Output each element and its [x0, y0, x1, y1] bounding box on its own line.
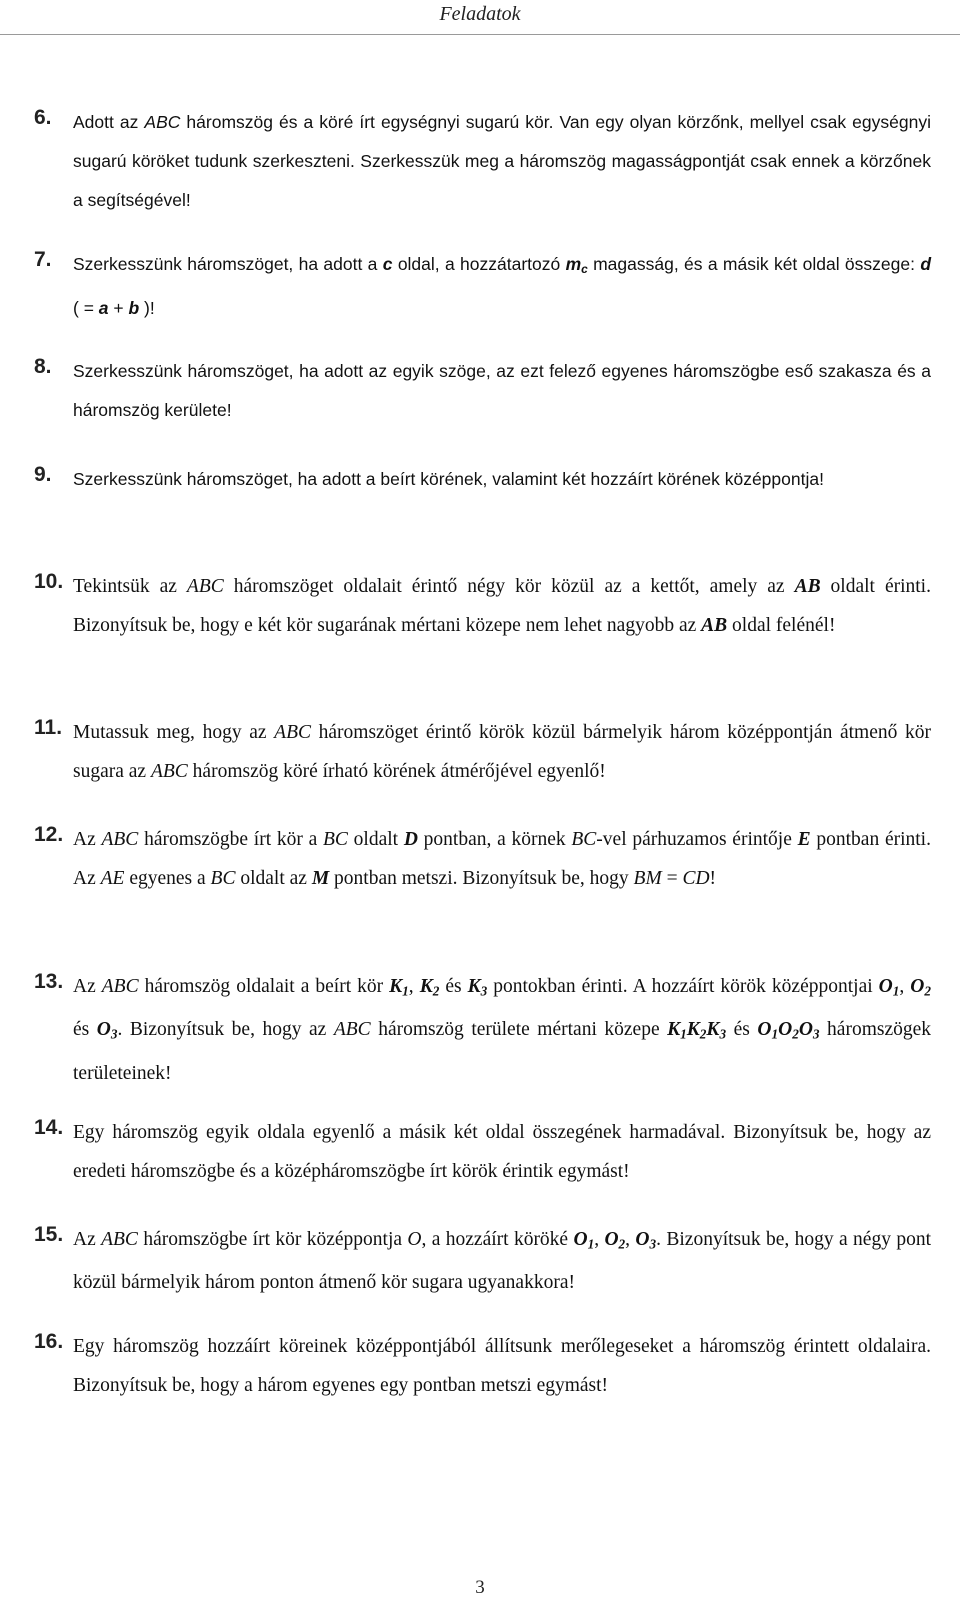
- text-segment: Az: [73, 1229, 102, 1250]
- text-segment: )!: [139, 297, 155, 318]
- text-segment: . Bizonyítsuk be, hogy a négy pont közül bármelyik három ponton átmenő kör sugara ugyanakkora!: [73, 1229, 931, 1294]
- text-segment: K: [467, 976, 481, 997]
- text-segment: c: [382, 254, 393, 274]
- text-segment: 1: [680, 1026, 687, 1042]
- text-segment: K: [389, 976, 403, 997]
- text-segment: ABC: [101, 829, 139, 850]
- text-segment: O: [573, 1229, 588, 1250]
- text-segment: 1: [402, 983, 409, 999]
- problem-number: 11.: [34, 716, 63, 739]
- text-segment: O: [798, 1019, 813, 1041]
- text-segment: O: [635, 1229, 650, 1250]
- problem-text: [73, 245, 931, 328]
- text-segment: háromszög területe mértani közepe: [370, 1019, 668, 1041]
- text-segment: Egy háromszög egyik oldala egyenlő a másik két oldal összegének harmadával. Bizonyítsuk be, hogy az eredeti háromszögbe és a középháromszögbe írt körök érintik egymást!: [73, 1122, 931, 1182]
- problem-number: 10.: [34, 570, 64, 593]
- text-segment: 3: [719, 1026, 727, 1042]
- text-segment: háromszög és a köré írt egységnyi sugarú kör. Van egy olyan körzőnk, mellyel csak egységnyi sugarú köröket tudunk szerkeszteni. Szerkesszük meg a háromszög magasságpontját csak ennek a körzőnek a segítségével!: [73, 112, 931, 210]
- text-segment: AB: [794, 576, 821, 597]
- text-segment: =: [661, 868, 683, 889]
- text-segment: Mutassuk meg, hogy az: [73, 722, 275, 743]
- text-segment: O: [878, 976, 893, 997]
- text-segment: Az: [73, 829, 102, 850]
- text-segment: magasság, és a másik két oldal összege:: [587, 254, 921, 274]
- text-segment: 2: [432, 983, 440, 999]
- header-title: Feladatok: [439, 3, 521, 25]
- text-segment: ABC: [144, 112, 181, 132]
- text-segment: Szerkesszünk háromszöget, ha adott a beírt körének, valamint két hozzáírt körének középpontja!: [73, 469, 824, 489]
- text-segment: Adott az: [73, 112, 145, 132]
- problem-text: [73, 1113, 931, 1191]
- text-segment: oldalt az: [235, 868, 312, 889]
- text-segment: O: [407, 1229, 422, 1250]
- problem-number: 15.: [34, 1223, 64, 1246]
- problem-text: [73, 713, 931, 791]
- text-segment: háromszögbe írt kör középpontja: [137, 1229, 408, 1250]
- text-segment: M: [311, 868, 330, 889]
- text-segment: . Bizonyítsuk be, hogy az: [117, 1019, 334, 1041]
- text-segment: ,: [625, 1229, 636, 1250]
- page-header: [0, 0, 960, 35]
- text-segment: BM: [633, 868, 662, 889]
- text-segment: ABC: [333, 1019, 371, 1041]
- text-segment: 2: [618, 1236, 626, 1252]
- text-segment: háromszög oldalait a beírt kör: [138, 976, 390, 997]
- problem-number: 8.: [34, 355, 52, 378]
- text-segment: háromszöget oldalait érintő négy kör közül az a kettőt, amely az: [223, 576, 795, 597]
- text-segment: O: [96, 1019, 111, 1041]
- text-segment: E: [797, 829, 811, 850]
- text-segment: 1: [771, 1026, 779, 1042]
- text-segment: Szerkesszünk háromszöget, ha adott a: [73, 254, 383, 274]
- text-segment: háromszögek területeinek!: [73, 1019, 932, 1084]
- text-segment: ,: [408, 976, 420, 997]
- text-segment: pontokban érinti. A hozzáírt körök középpontjai: [487, 976, 879, 997]
- problem-number: 13.: [34, 970, 64, 993]
- problem-text: [73, 820, 931, 898]
- text-segment: a: [98, 297, 109, 318]
- text-segment: K: [667, 1019, 681, 1041]
- text-segment: ,: [899, 976, 911, 997]
- problem-text: [73, 1327, 931, 1405]
- text-segment: 3: [812, 1026, 820, 1042]
- text-segment: K: [686, 1019, 700, 1041]
- text-segment: ,: [594, 1229, 605, 1250]
- problem-number: 12.: [34, 823, 64, 846]
- text-segment: oldalt: [347, 829, 404, 850]
- problem-number: 7.: [34, 248, 52, 271]
- problem-text: [73, 103, 931, 220]
- text-segment: BC: [322, 829, 348, 850]
- text-segment: !: [709, 868, 717, 889]
- problem-text: [73, 567, 931, 645]
- text-segment: oldal, a hozzátartozó: [392, 254, 566, 274]
- problem-text: [73, 1220, 931, 1302]
- text-segment: O: [604, 1229, 619, 1250]
- text-segment: b: [128, 297, 140, 318]
- text-segment: BC: [571, 829, 597, 850]
- text-segment: 2: [924, 983, 932, 999]
- text-segment: +: [108, 297, 129, 318]
- text-segment: ABC: [101, 976, 139, 997]
- text-segment: Szerkesszünk háromszöget, ha adott az egyik szöge, az ezt felező egyenes háromszögbe eső szakasza és a háromszög kerülete!: [73, 361, 931, 420]
- problem-text: [73, 460, 931, 499]
- text-segment: m: [565, 254, 582, 274]
- text-segment: Tekintsük az: [73, 576, 187, 597]
- text-segment: 3: [649, 1236, 657, 1252]
- text-segment: AB: [701, 615, 728, 636]
- text-segment: pontban metszi. Bizonyítsuk be, hogy: [329, 868, 634, 889]
- problem-number: 9.: [34, 463, 52, 486]
- text-segment: Egy háromszög hozzáírt köreinek középpontjából állítsunk merőlegeseket a háromszög érintett oldalaira. Bizonyítsuk be, hogy a három egyenes egy pontban metszi egymást!: [73, 1336, 931, 1396]
- text-segment: O: [757, 1019, 772, 1041]
- text-segment: O: [778, 1019, 793, 1041]
- text-segment: ABC: [186, 576, 224, 597]
- text-segment: háromszögbe írt kör a: [138, 829, 323, 850]
- problem-number: 14.: [34, 1116, 64, 1139]
- problem-text: [73, 967, 931, 1093]
- text-segment: 2: [792, 1026, 799, 1042]
- text-segment: D: [403, 829, 418, 850]
- text-segment: ABC: [150, 761, 188, 782]
- text-segment: BC: [210, 868, 236, 889]
- text-segment: c: [581, 261, 588, 276]
- text-segment: 1: [587, 1236, 595, 1252]
- text-segment: pontban érinti. Az: [73, 829, 931, 889]
- text-segment: CD: [682, 868, 710, 889]
- text-segment: 3: [480, 983, 488, 999]
- text-segment: oldalt érinti. Bizonyítsuk be, hogy e két kör sugarának mértani közepe nem lehet nagyobb az: [73, 576, 931, 636]
- text-segment: oldal felénél!: [727, 615, 836, 636]
- text-segment: és: [726, 1019, 758, 1041]
- text-segment: 1: [892, 983, 900, 999]
- problem-number: 16.: [34, 1330, 64, 1353]
- problem-text: [73, 352, 931, 430]
- text-segment: pontban, a körnek: [417, 829, 572, 850]
- problem-number: 6.: [34, 106, 52, 129]
- text-segment: , a hozzáírt köröké: [421, 1229, 574, 1250]
- text-segment: 2: [699, 1026, 707, 1042]
- page-number: 3: [475, 1577, 485, 1598]
- text-segment: Az: [73, 976, 102, 997]
- text-segment: egyenes a: [124, 868, 211, 889]
- text-segment: K: [706, 1019, 720, 1041]
- text-segment: -vel párhuzamos érintője: [596, 829, 798, 850]
- text-segment: háromszög köré írható körének átmérőjével egyenlő!: [187, 761, 606, 782]
- text-segment: ABC: [274, 722, 311, 743]
- text-segment: ( =: [73, 297, 99, 318]
- text-segment: d: [920, 254, 932, 274]
- text-segment: K: [419, 976, 433, 997]
- text-segment: O: [910, 976, 925, 997]
- text-segment: és: [439, 976, 468, 997]
- text-segment: ABC: [101, 1229, 138, 1250]
- text-segment: és: [73, 1019, 97, 1041]
- text-segment: AE: [100, 868, 125, 889]
- text-segment: 3: [110, 1026, 118, 1042]
- text-segment: háromszöget érintő körök közül bármelyik három középpontján átmenő kör sugara az: [73, 722, 931, 782]
